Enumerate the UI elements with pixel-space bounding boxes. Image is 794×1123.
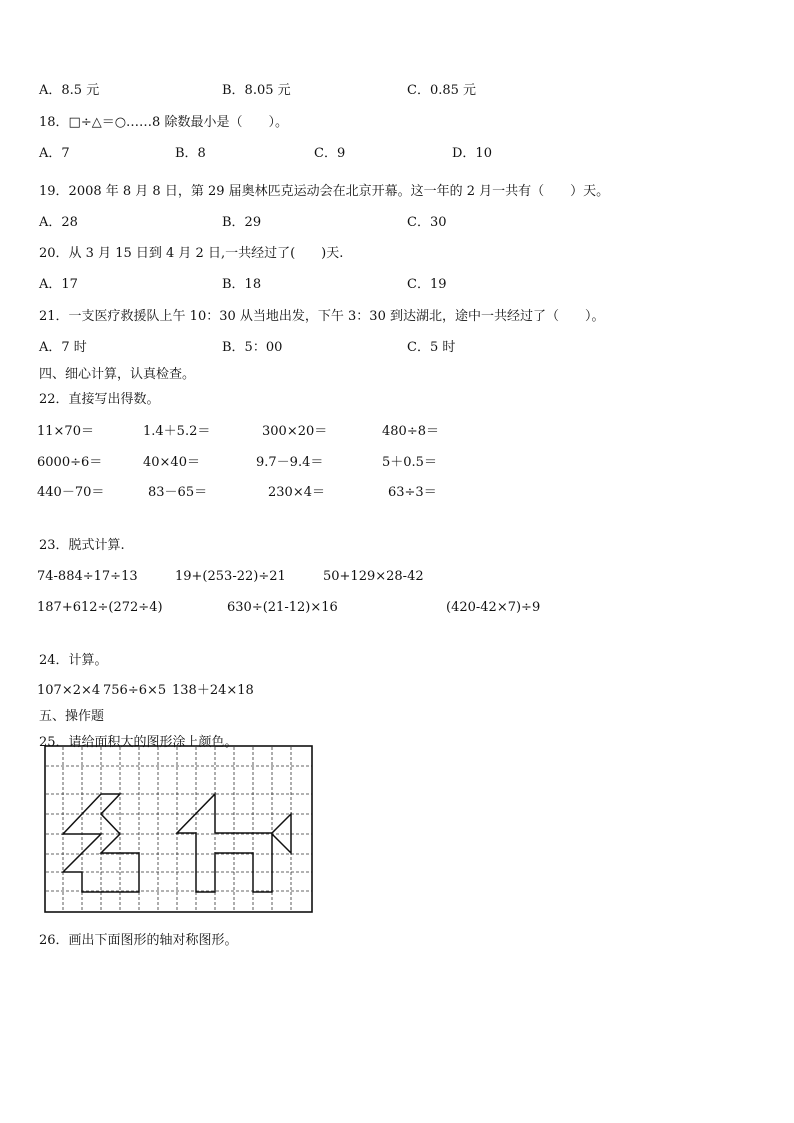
q21-option-c: C．5 时 <box>407 340 456 355</box>
q23-item: 19+(253-22)÷21 <box>175 569 286 584</box>
q21-option-a: A．7 时 <box>39 340 87 355</box>
q21-option-b: B．5：00 <box>222 340 283 355</box>
q18-option-a: A．7 <box>39 146 70 161</box>
q24-stem: 24．计算。 <box>39 653 108 668</box>
q26-stem: 26．画出下面图形的轴对称图形。 <box>39 933 238 948</box>
q18-stem: 18．□÷△＝○……8 除数最小是（ ）。 <box>39 115 288 130</box>
q22-item: 440－70＝ <box>37 485 105 500</box>
q18-option-d: D．10 <box>452 146 492 161</box>
q23-item: 50+129×28-42 <box>323 569 424 584</box>
q19-option-a: A．28 <box>39 215 78 230</box>
q19-option-c: C．30 <box>407 215 447 230</box>
q22-item: 9.7－9.4＝ <box>256 455 324 470</box>
q24-item: 138＋24×18 <box>172 683 254 698</box>
q21-stem: 21．一支医疗救援队上午 10：30 从当地出发，下午 3：30 到达湖北，途中一共经过了（ ）。 <box>39 309 605 324</box>
section-5-heading: 五、操作题 <box>39 709 105 724</box>
q17-option-a: A．8.5 元 <box>39 83 100 98</box>
q22-item: 5＋0.5＝ <box>382 455 437 470</box>
q23-item: (420-42×7)÷9 <box>446 600 541 615</box>
q22-stem: 22．直接写出得数。 <box>39 392 160 407</box>
q18-option-b: B．8 <box>175 146 206 161</box>
q22-item: 83－65＝ <box>148 485 208 500</box>
q18-option-c: C．9 <box>314 146 346 161</box>
q17-option-b: B．8.05 元 <box>222 83 291 98</box>
q22-item: 480÷8＝ <box>382 424 439 439</box>
q20-option-a: A．17 <box>39 277 78 292</box>
q22-item: 40×40＝ <box>143 455 200 470</box>
q25-grid-figure <box>44 745 314 913</box>
q22-item: 300×20＝ <box>262 424 328 439</box>
q17-option-c: C．0.85 元 <box>407 83 477 98</box>
q20-stem: 20．从 3 月 15 日到 4 月 2 日,一共经过了( )天. <box>39 246 344 261</box>
q22-item: 63÷3＝ <box>388 485 437 500</box>
q20-option-c: C．19 <box>407 277 447 292</box>
section-4-heading: 四、细心计算，认真检查。 <box>39 367 196 382</box>
q23-item: 630÷(21-12)×16 <box>227 600 338 615</box>
q23-stem: 23．脱式计算. <box>39 538 125 553</box>
q23-item: 187+612÷(272÷4) <box>37 600 163 615</box>
q24-item: 756÷6×5 <box>103 683 167 698</box>
q22-item: 1.4＋5.2＝ <box>143 424 211 439</box>
q22-item: 6000÷6＝ <box>37 455 103 470</box>
q24-item: 107×2×4 <box>37 683 101 698</box>
q20-option-b: B．18 <box>222 277 262 292</box>
q19-option-b: B．29 <box>222 215 262 230</box>
q22-item: 11×70＝ <box>37 424 94 439</box>
q22-item: 230×4＝ <box>268 485 325 500</box>
q23-item: 74-884÷17÷13 <box>37 569 138 584</box>
q19-stem: 19．2008 年 8 月 8 日，第 29 届奥林匹克运动会在北京开幕。这一年的 2 月一共有（ ）天。 <box>39 184 610 199</box>
q25-stem: 25．请给面积大的图形涂上颜色。 <box>39 735 238 750</box>
